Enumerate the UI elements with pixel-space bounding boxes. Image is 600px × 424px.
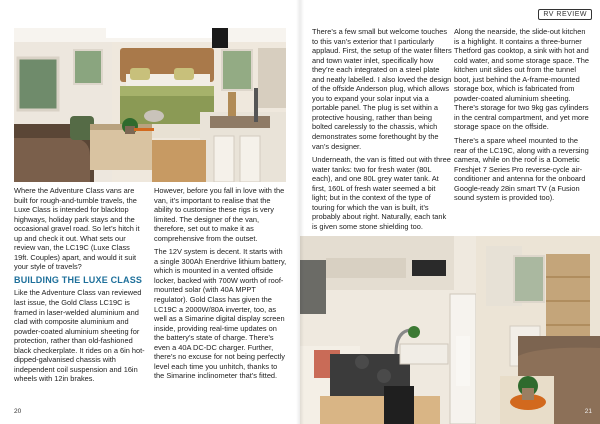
body-paragraph: Underneath, the van is fitted out with three water tanks: two for fresh water (80L each), and one 80L grey water tank. At first, 160L of fresh water seemed a bit light; but in the context of the type of touring for which the van is built, it’s probably about right. Naturally, each tank is given some stone shielding too. bbox=[312, 155, 451, 231]
right-column-1 bbox=[312, 27, 452, 235]
kitchen-illustration bbox=[300, 236, 600, 424]
body-paragraph: There’s a few small but welcome touches to this van’s exterior that I particularly applaud. First, the setup of the water filters and town water inlet, specifically how they’re each integrated on a steel plate and neatly labelled. I also loved the design of the offside Anderson plug, which allows you to expand your solar input via a portable panel. The plug is set within a protective housing, rather than being bolted carelessly to the chassis, which demonstrates some forethought by the van’s designer. bbox=[312, 27, 452, 151]
section-tag: RV REVIEW bbox=[538, 9, 592, 20]
body-paragraph: The 12V system is decent. It starts with a single 300Ah Enerdrive lithium battery, which is mounted in a vented offside locker, backed with 700W worth of roof-mounted solar (with 40A MPPT regulator). Gold Class has given the LC19C a 2000W/80A inverter, too, as well as a Simarine digital display screen inside, providing real-time updates on the battery’s state of charge. There’s even a 40A DC-DC charger. Further, there’s no excuse for not being perfectly level each time you unhitch, thanks to the Simarine inclinometer that’s fitted. bbox=[154, 247, 287, 381]
left-column-1 bbox=[14, 186, 146, 388]
page-number-left: 20 bbox=[14, 408, 22, 415]
caravan-interior-photo-bedroom bbox=[14, 28, 286, 182]
section-heading: BUILDING THE LUXE CLASS bbox=[14, 274, 143, 285]
body-paragraph: Along the nearside, the slide-out kitchen is a highlight. It contains a three-burner Thetford gas cooktop, a sink with hot and cold water, and some storage space. The kitchen unit slides out from the tunnel boot, just behind the A-frame-mounted storage box, which is fabricated from powder-coated aluminium sheeting. There’s storage for two 9kg gas cylinders in the central compartment, and yet more storage space on the offside. bbox=[454, 27, 590, 132]
page-number-right: 21 bbox=[584, 408, 592, 415]
page-gutter-shadow bbox=[296, 0, 304, 424]
intro-paragraph: Where the Adventure Class vans are built for rough-and-tumble travels, the Luxe Class is intended for blacktop highways, holiday park stays and the occasional gravel road. So let’s hitch it up and check it out. What sets our review van, the LC19C (Luxe Class 19ft. Couples) apart, and would it suit your style of travels? bbox=[14, 186, 140, 272]
body-paragraph: There’s a spare wheel mounted to the rear of the LC19C, along with a reversing camera, while on the roof is a Dometic Freshjet 7 Series Pro reverse-cycle air-conditioner and antenna for the onboard Google-ready 28in smart TV (a Fusion sound system is provided too). bbox=[454, 136, 589, 203]
body-paragraph: Like the Adventure Class van reviewed last issue, the Gold Class LC19C is framed in laser-welded aluminium and clad with composite aluminium and powder-coated aluminium sheeting for protection, rather than old-fashioned black checkerplate. It rides on a 6in hot-dipped-galvanised chassis with independent coil suspension and 16in wheels with 12in brakes. bbox=[14, 288, 145, 384]
right-column-2 bbox=[454, 27, 592, 207]
caravan-interior-photo-kitchen bbox=[300, 236, 600, 424]
body-paragraph: However, before you fall in love with the van, it’s important to realise that the ability to customise these rigs is very limited. The designer of the van, therefore, set out to make it as comprehensive from the outset. bbox=[154, 186, 285, 243]
left-column-2 bbox=[154, 186, 288, 385]
right-page bbox=[300, 0, 600, 424]
bedroom-illustration bbox=[14, 28, 286, 182]
